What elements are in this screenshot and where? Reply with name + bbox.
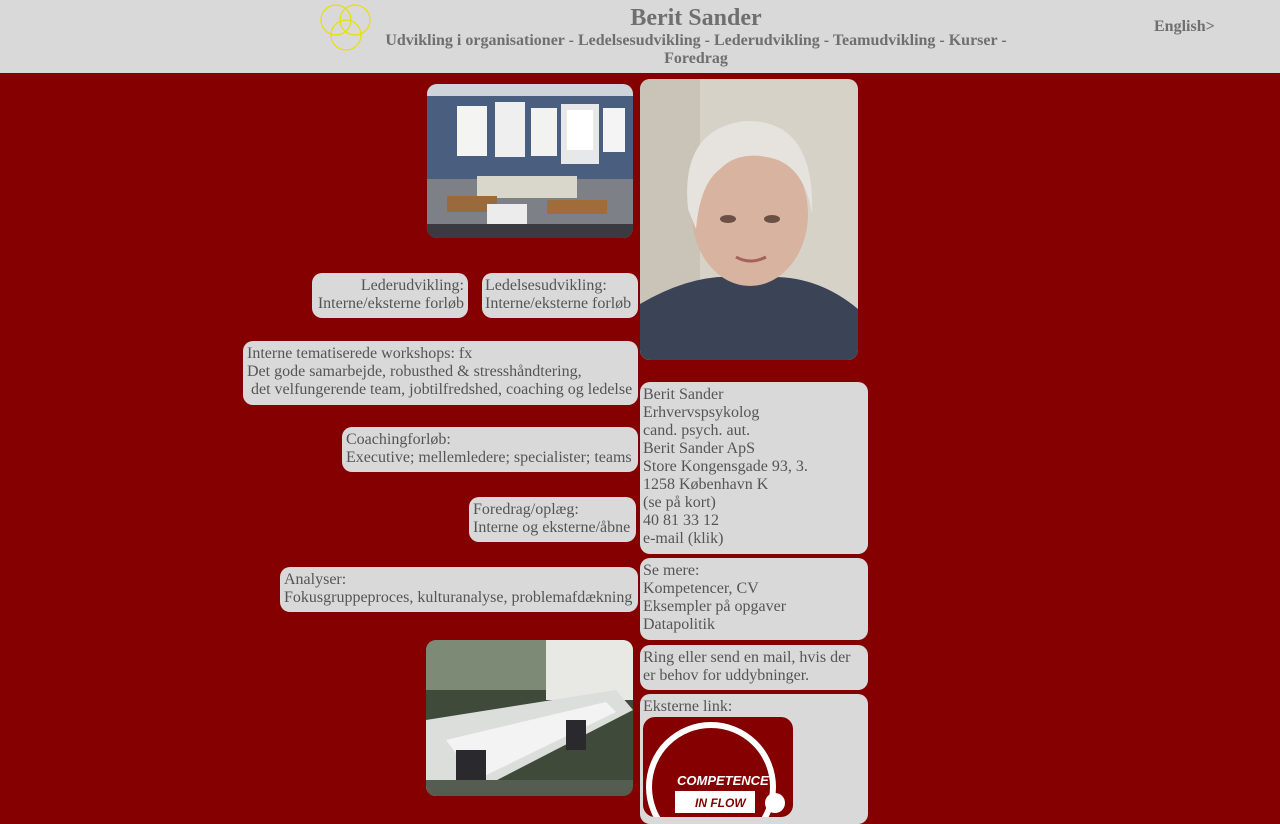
- service-coaching[interactable]: [342, 427, 638, 472]
- call-note-box: [640, 645, 868, 690]
- email-link[interactable]: e-mail (klik): [643, 530, 724, 547]
- workshops-line-2: Det gode samarbejde, robusthed & stresshåndtering,: [247, 363, 582, 380]
- portrait-photo: [640, 79, 858, 360]
- workshops-line-3: det velfungerende team, jobtilfredshed, coaching og ledelse: [251, 381, 633, 398]
- competence-in-flow-logo-icon: [643, 717, 793, 817]
- logo-text-line-1: COMPETENCE: [677, 773, 769, 788]
- service-subtitle: Interne/eksterne forløb: [317, 295, 464, 312]
- service-subtitle: Interne og eksterne/åbne: [473, 519, 631, 536]
- competence-in-flow-logo[interactable]: [643, 717, 793, 817]
- nav-separator: -: [935, 32, 949, 49]
- external-links-heading: Eksterne link:: [643, 698, 733, 715]
- rings-logo-icon[interactable]: [318, 0, 374, 52]
- nav-udvikling-i-organisationer[interactable]: Udvikling i organisationer: [385, 32, 565, 49]
- contact-street: Store Kongensgade 93, 3.: [643, 458, 808, 475]
- service-subtitle: Executive; mellemledere; specialister; teams: [346, 449, 632, 466]
- link-kompetencer-cv[interactable]: Kompetencer, CV: [643, 580, 759, 597]
- service-workshops[interactable]: [243, 341, 638, 405]
- nav-separator: -: [997, 32, 1007, 49]
- service-subtitle: Fokusgruppeproces, kulturanalyse, problemafdækning: [284, 589, 633, 606]
- contact-degree: cand. psych. aut.: [643, 422, 751, 439]
- site-title: Berit Sander: [630, 5, 762, 31]
- service-ledelsesudvikling[interactable]: [482, 273, 638, 318]
- map-link[interactable]: (se på kort): [643, 494, 716, 511]
- logo-text-line-2: IN FLOW: [695, 796, 746, 810]
- service-title: Foredrag/oplæg:: [473, 501, 579, 518]
- contact-city: 1258 København K: [643, 476, 769, 493]
- table-photo: [426, 640, 633, 796]
- external-links-box: [640, 694, 868, 824]
- contact-card: [640, 382, 868, 554]
- workshops-line-1: Interne tematiserede workshops: fx: [247, 345, 473, 362]
- service-subtitle: Interne/eksterne forløb: [485, 295, 632, 312]
- main-nav: [385, 32, 1007, 68]
- service-title: Ledelsesudvikling:: [485, 277, 607, 294]
- nav-foredrag[interactable]: Foredrag: [664, 50, 728, 67]
- nav-separator: -: [819, 32, 833, 49]
- link-datapolitik[interactable]: Datapolitik: [643, 616, 715, 633]
- nav-separator: -: [700, 32, 714, 49]
- contact-profession: Erhvervspsykolog: [643, 404, 760, 421]
- service-title: Analyser:: [284, 571, 347, 588]
- call-note-line-2: er behov for uddybninger.: [643, 667, 810, 684]
- link-eksempler-paa-opgaver[interactable]: Eksempler på opgaver: [643, 598, 787, 615]
- header-bar: [0, 0, 1280, 73]
- service-lederudvikling[interactable]: [312, 273, 468, 318]
- see-more-heading: Se mere:: [643, 562, 700, 579]
- meeting-room-photo: [427, 84, 633, 238]
- nav-separator: -: [564, 32, 578, 49]
- english-language-link[interactable]: English>: [1154, 18, 1215, 35]
- nav-kurser[interactable]: Kurser: [948, 32, 998, 49]
- service-title: Lederudvikling:: [360, 277, 464, 294]
- contact-company: Berit Sander ApS: [643, 440, 755, 457]
- nav-teamudvikling[interactable]: Teamudvikling: [832, 32, 936, 49]
- call-note-line-1: Ring eller send en mail, hvis der: [643, 649, 851, 666]
- see-more-box: [640, 558, 868, 640]
- nav-ledelsesudvikling[interactable]: Ledelsesudvikling: [577, 32, 701, 49]
- contact-name: Berit Sander: [643, 386, 724, 403]
- service-foredrag[interactable]: [469, 497, 636, 542]
- service-analyser[interactable]: [280, 567, 638, 612]
- contact-phone: 40 81 33 12: [643, 512, 719, 529]
- service-title: Coachingforløb:: [346, 431, 451, 448]
- nav-lederudvikling[interactable]: Lederudvikling: [713, 32, 820, 49]
